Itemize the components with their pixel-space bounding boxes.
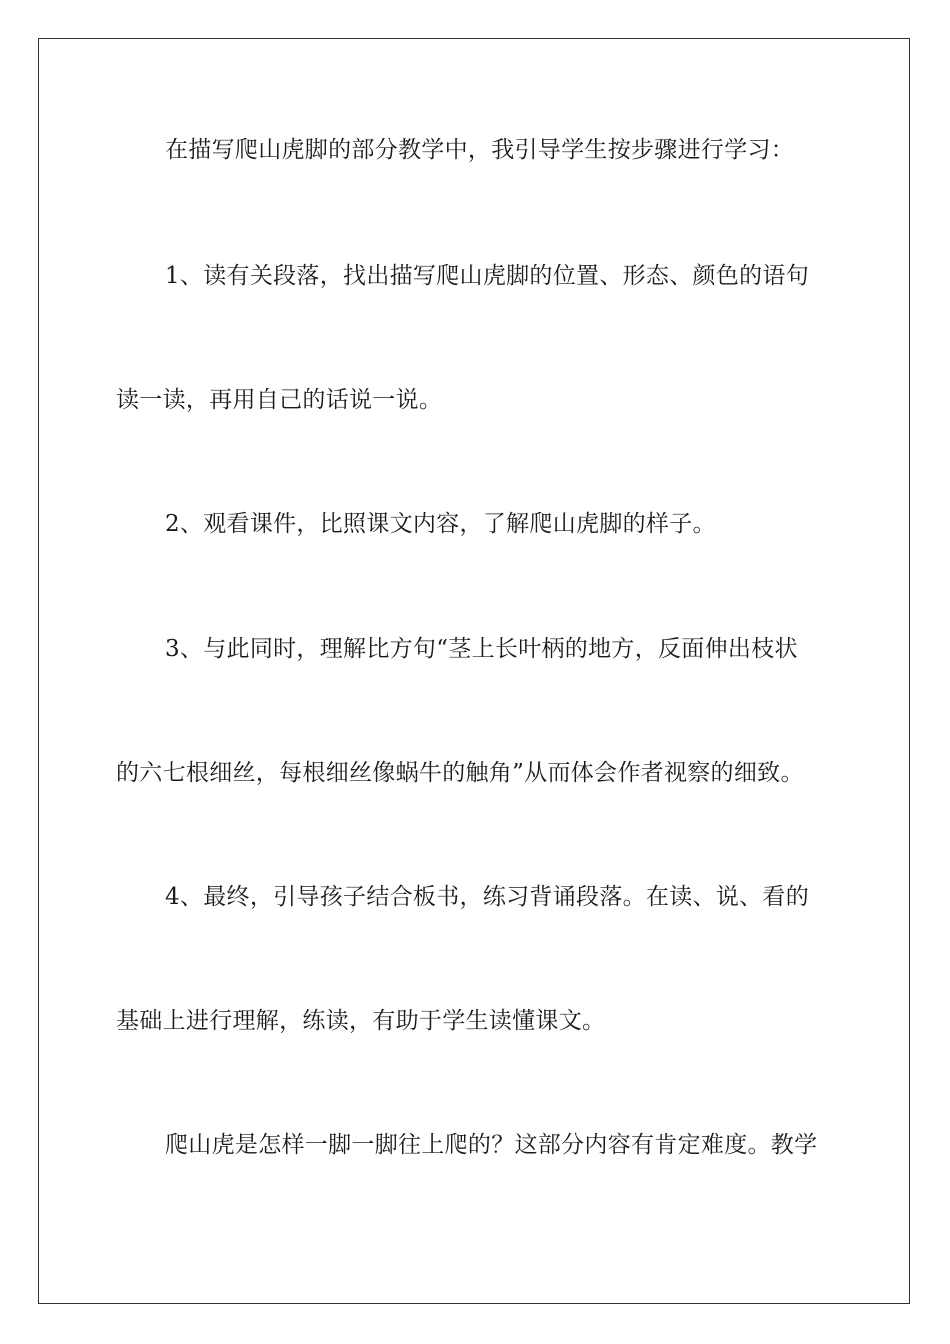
paragraph-step-3-continued: 的六七根细丝，每根细丝像蜗牛的触角”从而体会作者视察的细致。 (116, 760, 804, 786)
paragraph-climbing: 爬山虎是怎样一脚一脚往上爬的？这部分内容有肯定难度。教学 (165, 1132, 818, 1158)
paragraph-step-1: 1、读有关段落，找出描写爬山虎脚的位置、形态、颜色的语句 (165, 263, 810, 289)
paragraph-step-4: 4、最终，引导孩子结合板书，练习背诵段落。在读、说、看的 (165, 884, 810, 910)
paragraph-step-2: 2、观看课件，比照课文内容，了解爬山虎脚的样子。 (165, 511, 716, 537)
paragraph-step-1-continued: 读一读，再用自己的话说一说。 (116, 387, 443, 413)
paragraph-step-3: 3、与此同时，理解比方句“茎上长叶柄的地方，反面伸出枝状 (165, 636, 798, 662)
page-frame (38, 38, 910, 1304)
paragraph-step-4-continued: 基础上进行理解，练读，有助于学生读懂课文。 (116, 1008, 606, 1034)
paragraph-intro: 在描写爬山虎脚的部分教学中，我引导学生按步骤进行学习： (165, 137, 795, 163)
